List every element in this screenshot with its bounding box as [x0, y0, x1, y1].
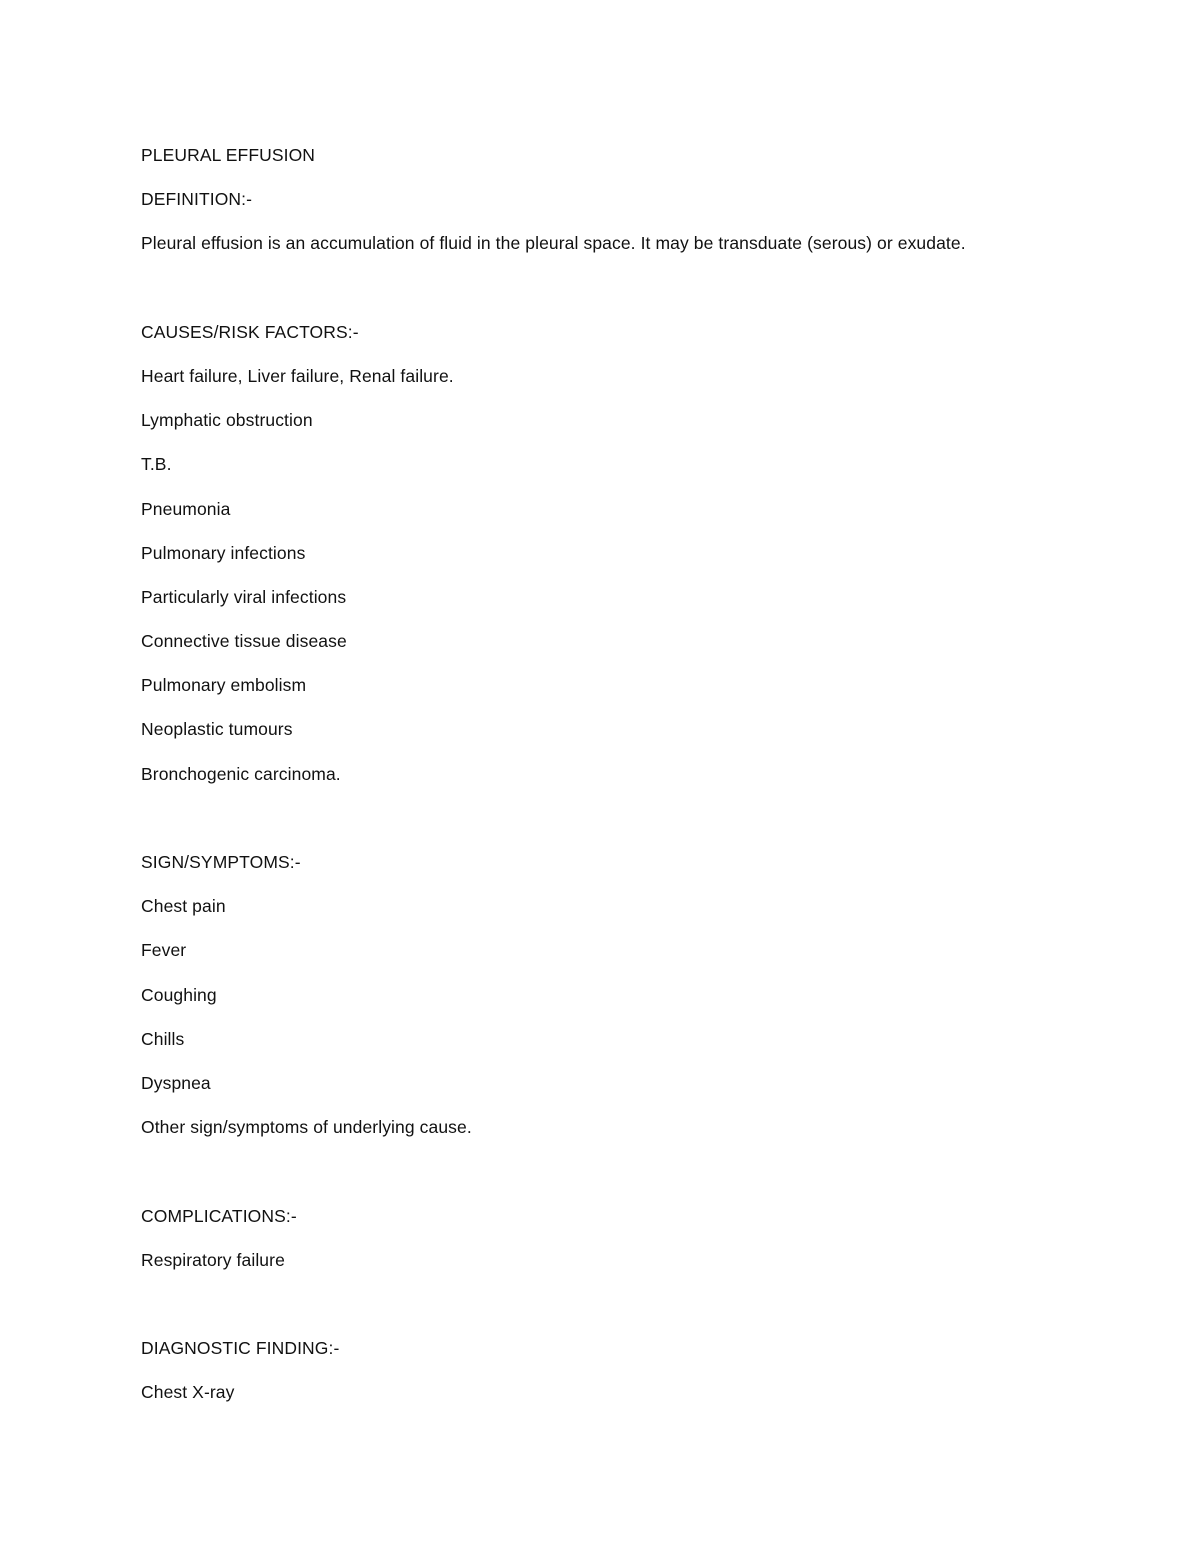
blank-line: [141, 1158, 1081, 1202]
signs-heading: SIGN/SYMPTOMS:-: [141, 852, 301, 872]
list-item: Particularly viral infections: [141, 586, 347, 607]
definition-heading: DEFINITION:-: [141, 189, 253, 210]
list-item: Chest X-ray: [141, 1382, 235, 1403]
list-item: Heart failure, Liver failure, Renal failure.: [141, 365, 454, 386]
list-item: Lymphatic obstruction: [141, 410, 313, 431]
list-item: Pulmonary embolism: [141, 675, 307, 696]
blank-line: [141, 805, 1081, 849]
document-body: [141, 142, 1081, 1423]
document-title: PLEURAL EFFUSION: [141, 145, 316, 165]
list-item: Neoplastic tumours: [141, 719, 293, 740]
blank-line: [141, 275, 1081, 319]
list-item: Pneumonia: [141, 498, 231, 519]
list-item: Dyspnea: [141, 1072, 211, 1093]
list-item: Pulmonary infections: [141, 542, 306, 563]
blank-line: [141, 1291, 1081, 1335]
list-item: Bronchogenic carcinoma.: [141, 763, 341, 784]
list-item: Coughing: [141, 984, 217, 1005]
definition-text: Pleural effusion is an accumulation of fluid in the pleural space. It may be transduate (serous) or exudate.: [141, 233, 966, 254]
list-item: Other sign/symptoms of underlying cause.: [141, 1117, 472, 1138]
complications-heading: COMPLICATIONS:-: [141, 1205, 297, 1226]
diagnostic-heading: DIAGNOSTIC FINDING:-: [141, 1338, 340, 1359]
list-item: Fever: [141, 940, 187, 961]
list-item: Chest pain: [141, 896, 226, 917]
list-item: T.B.: [141, 454, 172, 475]
causes-heading: CAUSES/RISK FACTORS:-: [141, 321, 359, 342]
list-item: Respiratory failure: [141, 1249, 285, 1270]
list-item: Connective tissue disease: [141, 631, 347, 652]
list-item: Chills: [141, 1028, 185, 1049]
